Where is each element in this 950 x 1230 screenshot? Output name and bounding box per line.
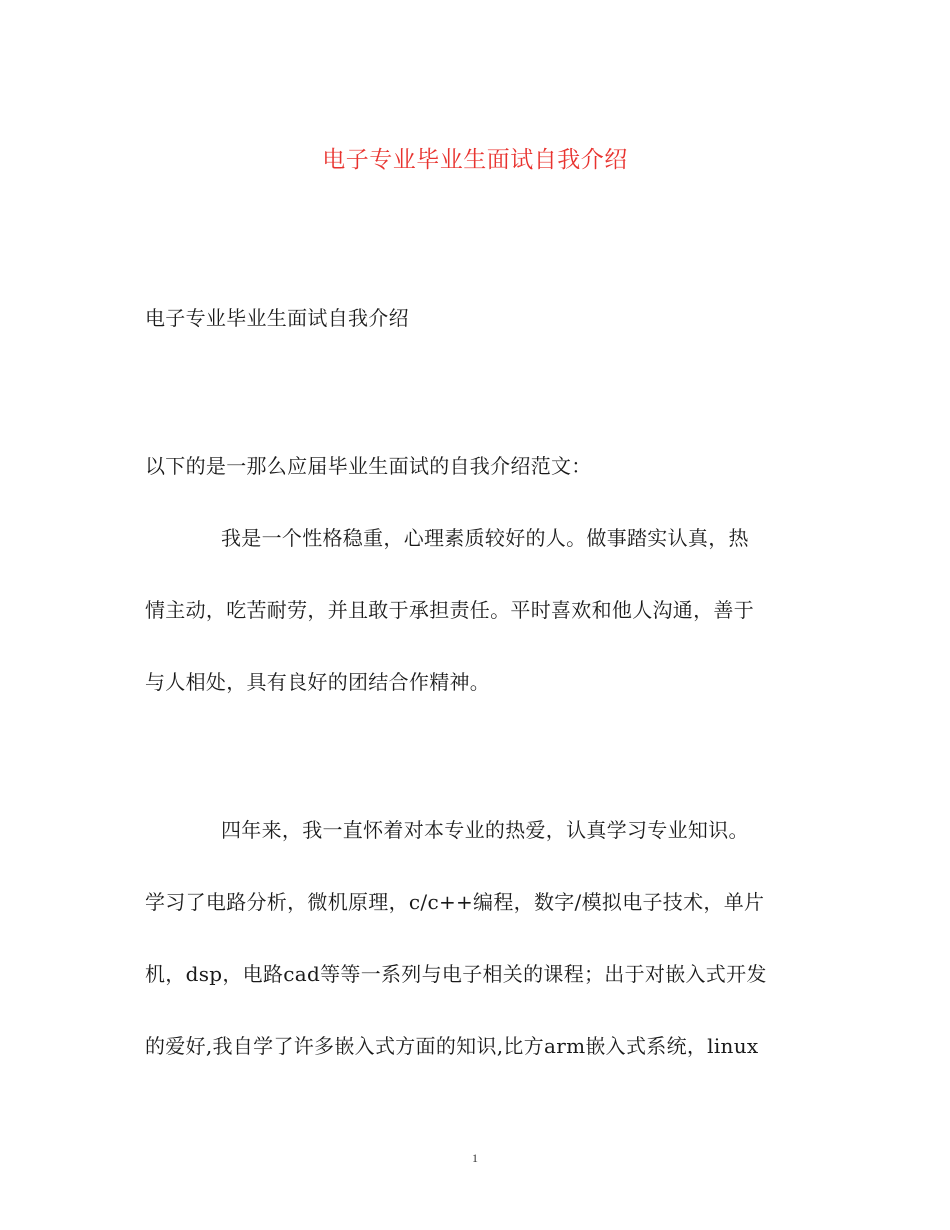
paragraph2-line1: 四年来，我一直怀着对本专业的热爱，认真学习专业知识。: [221, 818, 749, 842]
paragraph1-line1: 我是一个性格稳重，心理素质较好的人。做事踏实认真，热: [221, 526, 749, 550]
paragraph1-line2: 情主动，吃苦耐劳，并且敢于承担责任。平时喜欢和他人沟通，善于: [145, 598, 754, 622]
intro-line: 以下的是一那么应届毕业生面试的自我介绍范文：: [145, 454, 592, 478]
document-subtitle: 电子专业毕业生面试自我介绍: [145, 306, 409, 330]
paragraph2-line3: 机，dsp，电路cad等等一系列与电子相关的课程；出于对嵌入式开发: [145, 962, 767, 986]
paragraph2-line2: 学习了电路分析，微机原理，c/c++编程，数字/模拟电子技术，单片: [145, 890, 765, 914]
paragraph2-line4: 的爱好,我自学了许多嵌入式方面的知识,比方arm嵌入式系统，linux: [145, 1034, 759, 1058]
paragraph1-line3: 与人相处，具有良好的团结合作精神。: [145, 670, 491, 694]
document-title: 电子专业毕业生面试自我介绍: [322, 147, 628, 173]
page-number: 1: [472, 1151, 478, 1165]
